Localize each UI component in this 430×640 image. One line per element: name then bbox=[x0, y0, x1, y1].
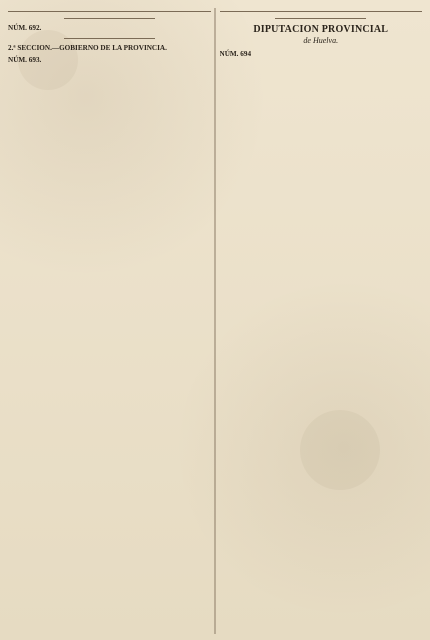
heading-num-694: NÚM. 694 bbox=[219, 50, 252, 58]
short-rule-1 bbox=[64, 18, 155, 19]
heading-num-693: NÚM. 693. bbox=[8, 55, 42, 64]
diputacion-subtitle: de Huelva. bbox=[303, 36, 339, 45]
short-rule-2 bbox=[64, 38, 155, 39]
section-heading-gobierno: 2.ª SECCION.—GOBIERNO DE LA PROVINCIA. bbox=[8, 44, 167, 53]
left-column bbox=[8, 8, 211, 634]
diputacion-title: DIPUTACION PROVINCIAL bbox=[253, 24, 389, 35]
heading-num-692: NÚM. 692. bbox=[8, 24, 42, 32]
two-column-layout bbox=[8, 8, 422, 634]
right-column bbox=[220, 8, 423, 634]
short-rule-3 bbox=[275, 18, 366, 19]
top-rule-right bbox=[220, 11, 423, 12]
top-rule bbox=[8, 11, 211, 12]
column-divider bbox=[215, 8, 216, 634]
